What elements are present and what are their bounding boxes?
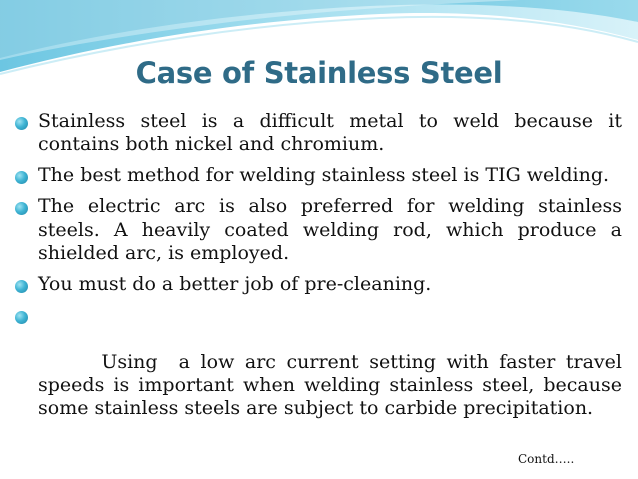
bullet-dot-icon [15,171,28,184]
bullet-dot-icon [15,202,28,215]
bullet-text: The electric arc is also preferred for welding stainless steels. A heavily coated welding rod, which produce a shielded arc, is employed. [38,195,622,265]
bullet-dot-icon [15,280,28,293]
bullet-item [14,273,622,296]
bullet-item [14,304,629,444]
bullet-dot-icon [15,311,28,324]
bullet-dot-icon [15,117,28,130]
bullet-list [14,110,629,452]
slide-title: Case of Stainless Steel [135,56,503,90]
bullet-item [14,195,622,265]
bullet-item [14,164,622,187]
bullet-text: Stainless steel is a difficult metal to weld because it contains both nickel and chromium. [38,110,622,156]
bullet-text: Using a low arc current setting with faster travel speeds is important when welding stainless steel, because some stainless steels are subject to carbide precipitation. [38,350,629,420]
bullet-text: The best method for welding stainless steel is TIG welding. [38,164,610,187]
bullet-item [14,110,622,157]
continued-note: Contd….. [518,452,575,466]
bullet-text: You must do a better job of pre-cleaning. [38,272,432,295]
